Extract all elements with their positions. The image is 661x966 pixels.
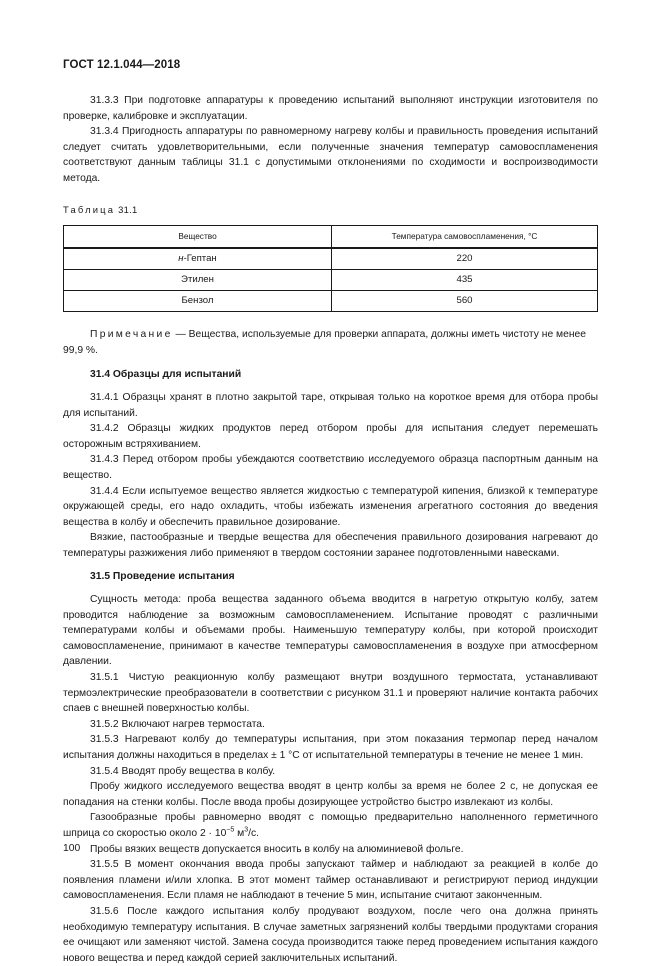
table-31-1 — [63, 225, 598, 312]
paragraph-31-4-2: 31.4.2 Образцы жидких продуктов перед отбором пробы для испытания следует перемешать осторожным встряхиванием. — [63, 423, 598, 450]
paragraph-31-5-5: 31.5.5 В момент окончания ввода пробы запускают таймер и наблюдают за реакцией в колбе до появления пламени и/или хлопка. В этот момент таймер останавливают и регистрируют период индукции самовоспламенения. Если пламя не наблюдают в течение 5 мин, испытание считают законченным. — [63, 859, 598, 902]
section-heading-31-4: 31.4 Образцы для испытаний — [90, 369, 242, 381]
unit-end: /с. — [248, 827, 260, 839]
paragraph-31-3-3: 31.3.3 При подготовке аппаратуры к проведению испытаний выполняют инструкции изготовителя по проверке, калибровке и эксплуатации. — [63, 95, 598, 122]
paragraph-31-4-4: 31.4.4 Если испытуемое вещество является жидкостью с температурой кипения, близкой к температуре окружающей среды, его надо охладить, чтобы избежать изменения агрегатного состояния до введения вещества в колбу и обеспечить правильное дозирование. — [63, 485, 598, 528]
section-heading-31-5: 31.5 Проведение испытания — [90, 571, 235, 583]
table-header-substance: Вещество — [64, 226, 332, 249]
table-row — [64, 270, 598, 291]
unit-exponent: 3 — [244, 826, 249, 834]
page-body — [63, 93, 598, 966]
substance-prefix: н — [178, 253, 184, 265]
table-cell-substance: Бензол — [64, 291, 332, 312]
table-caption-number: 31.1 — [118, 203, 138, 215]
paragraph-31-5-3: 31.5.3 Нагревают колбу до температуры испытания, при этом показания термопар перед началом испытания должны находиться в пределах ± 1 °С от испытательной температуры в течение не менее 1 мин. — [63, 734, 598, 761]
table-header-temperature: Температура самовоспламенения, °С — [332, 226, 598, 249]
paragraph-liquid-sample: Пробу жидкого исследуемого вещества вводят в центр колбы за время не более 2 с, не допуская ее попадания на стенки колбы. После ввода пробы дозирующее устройство быстро извлекают из колбы. — [63, 781, 598, 808]
table-cell-substance — [64, 248, 332, 270]
paragraph-viscous-substances: Вязкие, пастообразные и твердые вещества для обеспечения правильного дозирования нагревают до температуры разжижения либо применяют в твердом состоянии заранее подготовленными навесками. — [63, 532, 598, 559]
paragraph-31-5-2: 31.5.2 Включают нагрев термостата. — [90, 718, 265, 730]
table-row — [64, 248, 598, 270]
table-cell-temperature: 220 — [332, 248, 598, 270]
document-header: ГОСТ 12.1.044—2018 — [63, 59, 181, 71]
table-caption-word: Таблица — [63, 203, 116, 215]
paragraph-31-5-1: 31.5.1 Чистую реакционную колбу размещают внутри воздушного термостата, устанавливают термоэлектрические преобразователи в соответствии с рисунком 31.1 и проверяют наличие контакта рабочих спаев с внешней поверхностью колбы. — [63, 672, 598, 715]
table-cell-temperature: 435 — [332, 270, 598, 291]
note-label: Примечание — [90, 329, 173, 341]
gas-sample-text: Газообразные пробы равномерно вводят с помощью предварительно наполненного герметичного шприца со скоростью около 2 · 10 — [63, 812, 598, 839]
paragraph-viscous-samples: Пробы вязких веществ допускается вносить в колбу на алюминиевой фольге. — [90, 843, 464, 855]
page-number: 100 — [63, 843, 81, 854]
paragraph-method-essence: Сущность метода: проба вещества заданного объема вводится в нагретую открытую колбу, затем проводится наблюдение за возможным самовоспламенением. Испытание проводят с различными температурами колбы и объемами пробы. Наименьшую температуру колбы, при которой происходит самовоспламенение, принимают в качестве температуры самовоспламенения в воздухе при атмосферном давлении. — [63, 594, 598, 668]
note-text: — Вещества, используемые для проверки аппарата, должны иметь чистоту не менее 99,9 %. — [63, 329, 586, 356]
table-cell-substance: Этилен — [64, 270, 332, 291]
paragraph-gas-sample — [63, 810, 598, 841]
paragraph-31-3-4: 31.3.4 Пригодность аппаратуры по равномерному нагреву колбы и правильность проведения испытаний следует считать удовлетворительными, если полученные значения температур самовоспламенения соответствуют данным таблицы 31.1 с допустимыми отклонениями по сходимости и воспроизводимости метода. — [63, 126, 598, 184]
table-caption — [63, 202, 598, 218]
unit: м — [234, 827, 245, 839]
table-row — [64, 291, 598, 312]
substance-name: -Гептан — [183, 253, 217, 265]
paragraph-31-5-6: 31.5.6 После каждого испытания колбу продувают воздухом, после чего она должна принять необходимую температуру испытания. В случае заметных загрязнений колбы твердыми продуктами сгорания ее очищают или заменяют чистой. Замена сосуда производится также перед проведением испытания каждого нового вещества и перед каждой серией заключительных испытаний. — [63, 905, 598, 964]
paragraph-31-4-3: 31.4.3 Перед отбором пробы убеждаются соответствию исследуемого образца паспортным данным на вещество. — [63, 454, 598, 481]
paragraph-31-5-4: 31.5.4 Вводят пробу вещества в колбу. — [90, 765, 276, 777]
exponent: −5 — [226, 826, 235, 834]
paragraph-31-4-1: 31.4.1 Образцы хранят в плотно закрытой таре, открывая только на короткое время для отбора пробы для испытаний. — [63, 391, 598, 419]
table-note — [63, 327, 598, 358]
table-cell-temperature: 560 — [332, 291, 598, 312]
table-header-row — [64, 226, 598, 249]
